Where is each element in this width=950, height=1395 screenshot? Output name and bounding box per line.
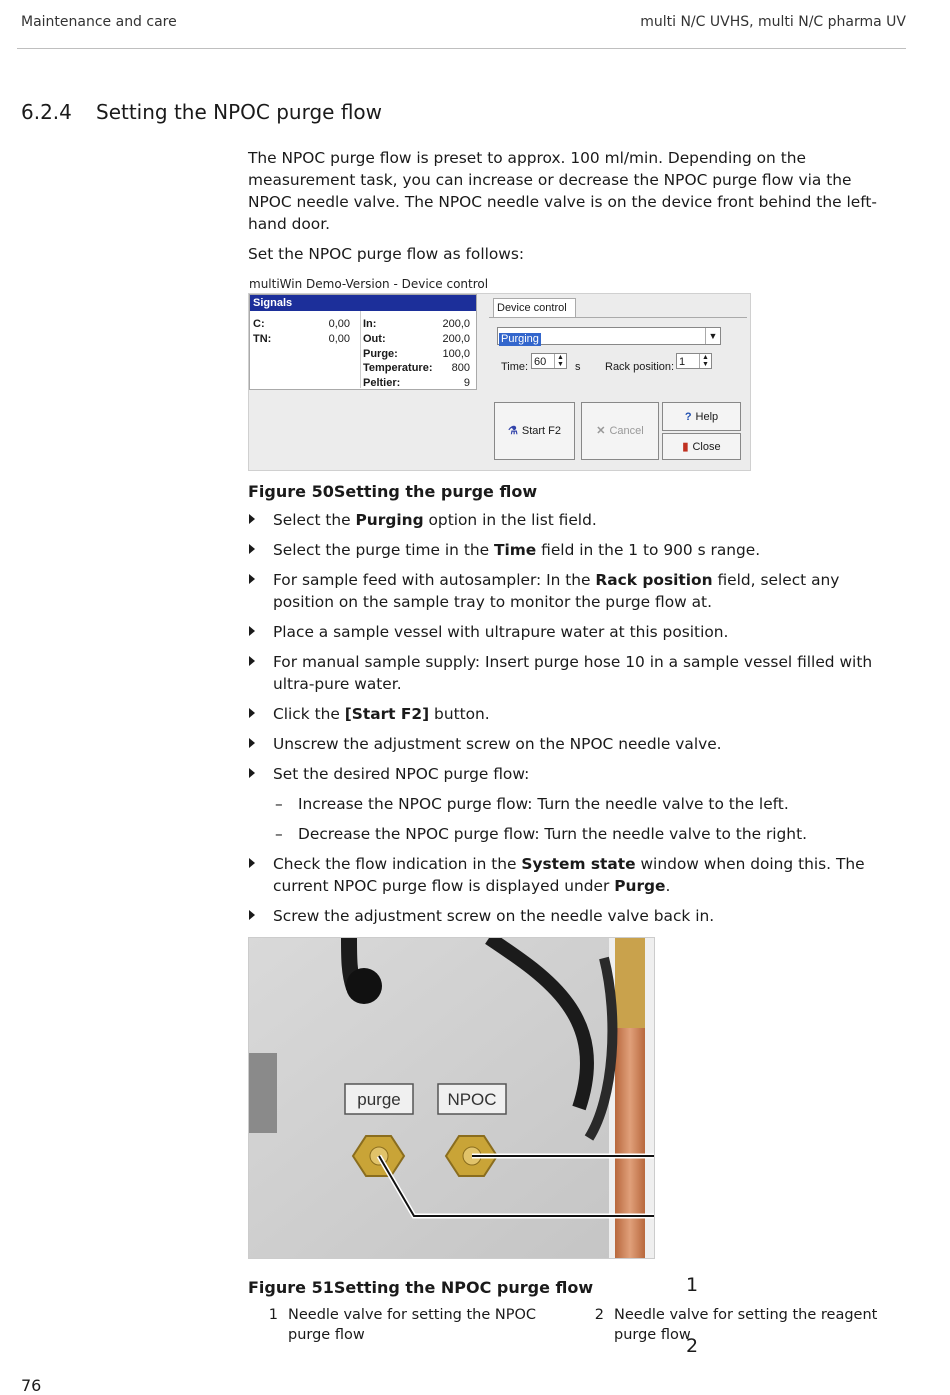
bullet-triangle-icon bbox=[249, 656, 255, 666]
legend-number: 1 bbox=[268, 1307, 278, 1323]
signal-c-value: 0,00 bbox=[328, 318, 350, 330]
bullet-triangle-icon bbox=[249, 544, 255, 554]
main-content bbox=[248, 147, 900, 1357]
signal-purge-value: 100,0 bbox=[442, 348, 470, 360]
header-left: Maintenance and care bbox=[21, 14, 177, 30]
legend-number: 2 bbox=[594, 1307, 604, 1323]
help-button[interactable] bbox=[662, 402, 741, 431]
signal-peltier-label: Peltier: bbox=[363, 377, 401, 389]
bullet-triangle-icon bbox=[249, 514, 255, 524]
flask-icon: ⚗ bbox=[508, 425, 518, 437]
signals-title: Signals bbox=[250, 295, 476, 311]
tab-device-control[interactable]: Device control bbox=[493, 298, 576, 317]
signal-tn-label: TN: bbox=[253, 333, 272, 345]
intro-instruction: Set the NPOC purge flow as follows: bbox=[248, 245, 525, 263]
bullet-triangle-icon bbox=[249, 768, 255, 778]
signal-out-value: 200,0 bbox=[442, 333, 470, 345]
sub-step-item: – Increase the NPOC purge flow: Turn the needle valve to the left. bbox=[275, 795, 789, 813]
bullet-triangle-icon bbox=[249, 708, 255, 718]
help-button-label: Help bbox=[695, 410, 719, 423]
intro-paragraph: The NPOC purge flow is preset to approx. 100 ml/min. Depending on the measurement task, you can increase or decrease the NPOC purge flow via the NPOC needle valve. The NPOC needle valve is on the device front behind the left-hand door. bbox=[248, 149, 877, 233]
needle-valve-photo bbox=[248, 937, 655, 1259]
legend-item bbox=[248, 1305, 574, 1345]
figure-legend bbox=[248, 1305, 900, 1345]
bullet-triangle-icon bbox=[249, 626, 255, 636]
signal-c-label: C: bbox=[253, 318, 265, 330]
device-control-window bbox=[248, 293, 751, 471]
signal-in-value: 200,0 bbox=[442, 318, 470, 330]
sub-step-list bbox=[273, 793, 900, 845]
header-right: multi N/C UVHS, multi N/C pharma UV bbox=[640, 14, 906, 30]
exit-door-icon: ▮ bbox=[682, 440, 689, 453]
start-button[interactable] bbox=[494, 402, 575, 460]
close-button[interactable] bbox=[662, 433, 741, 460]
signal-temperature-value: 800 bbox=[451, 362, 470, 374]
sub-step-item: – Decrease the NPOC purge flow: Turn the needle valve to the right. bbox=[275, 825, 807, 843]
start-button-label: Start F2 bbox=[521, 425, 561, 437]
cancel-icon: ✕ bbox=[596, 425, 606, 437]
step-item: Unscrew the adjustment screw on the NPOC needle valve. bbox=[248, 733, 900, 755]
signal-in-label: In: bbox=[363, 318, 377, 330]
signal-out-label: Out: bbox=[363, 333, 386, 345]
step-item: Screw the adjustment screw on the needle valve back in. bbox=[248, 905, 900, 927]
mode-select-value: Purging bbox=[501, 333, 539, 345]
cancel-button[interactable] bbox=[581, 402, 659, 460]
spinner-arrows-icon[interactable]: ▲ ▼ bbox=[554, 354, 566, 368]
npoc-label: NPOC bbox=[447, 1090, 497, 1109]
step-item: Check the flow indication in the System state window when doing this. The current NPOC purge flow is displayed under Purge. bbox=[248, 853, 900, 897]
page-number: 76 bbox=[21, 1376, 42, 1395]
step-item: Set the desired NPOC purge flow: – Increase the NPOC purge flow: Turn the needle valve to the left. – Decrease the NPOC purge flow: Turn the needle valve to the right. bbox=[248, 763, 900, 845]
step-item: Select the Purging option in the list field. bbox=[248, 509, 900, 531]
mode-select[interactable] bbox=[497, 327, 721, 345]
section-number: 6.2.4 bbox=[21, 100, 72, 124]
figure-50-caption: Figure 50Setting the purge flow bbox=[248, 482, 538, 501]
figure-51-caption: Figure 51Setting the NPOC purge flow bbox=[248, 1278, 594, 1297]
callout-1: 1 bbox=[686, 1274, 699, 1296]
step-list bbox=[248, 509, 900, 927]
time-spinner[interactable] bbox=[531, 353, 567, 369]
step-item: Select the purge time in the Time field in the 1 to 900 s range. bbox=[248, 539, 900, 561]
step-item: For sample feed with autosampler: In the Rack position field, select any position on the sample tray to monitor the purge flow at. bbox=[248, 569, 900, 613]
rack-position-label: Rack position: bbox=[605, 361, 675, 373]
legend-text: Needle valve for setting the reagent purge flow bbox=[614, 1307, 878, 1343]
chevron-down-icon[interactable]: ▼ bbox=[705, 328, 720, 344]
close-button-label: Close bbox=[692, 440, 721, 453]
rack-position-spinner[interactable] bbox=[676, 353, 712, 369]
bullet-triangle-icon bbox=[249, 858, 255, 868]
help-icon: ? bbox=[684, 410, 692, 423]
callout-2: 2 bbox=[686, 1335, 699, 1357]
cancel-button-label: Cancel bbox=[609, 425, 644, 437]
legend-item bbox=[574, 1305, 900, 1345]
window-title: multiWin Demo-Version - Device control bbox=[249, 277, 489, 291]
device-control-screenshot bbox=[248, 273, 751, 469]
signal-peltier-value: 9 bbox=[463, 377, 470, 389]
legend-text: Needle valve for setting the NPOC purge flow bbox=[288, 1307, 537, 1343]
signal-tn-value: 0,00 bbox=[328, 333, 350, 345]
signal-temperature-label: Temperature: bbox=[363, 362, 433, 374]
section-title: Setting the NPOC purge flow bbox=[96, 100, 383, 124]
bullet-triangle-icon bbox=[249, 574, 255, 584]
step-item: Click the [Start F2] button. bbox=[248, 703, 900, 725]
signals-panel bbox=[249, 294, 477, 390]
rack-position-value: 1 bbox=[679, 356, 686, 368]
spinner-arrows-icon[interactable]: ▲ ▼ bbox=[699, 354, 711, 368]
signal-purge-label: Purge: bbox=[363, 348, 398, 360]
step-item: For manual sample supply: Insert purge hose 10 in a sample vessel filled with ultra-pure water. bbox=[248, 651, 900, 695]
header-rule bbox=[17, 48, 906, 49]
bullet-triangle-icon bbox=[249, 910, 255, 920]
time-label: Time: bbox=[501, 361, 529, 373]
step-item: Place a sample vessel with ultrapure water at this position. bbox=[248, 621, 900, 643]
time-unit: s bbox=[575, 361, 581, 373]
time-value: 60 bbox=[534, 356, 547, 368]
bullet-triangle-icon bbox=[249, 738, 255, 748]
purge-label: purge bbox=[357, 1090, 401, 1109]
